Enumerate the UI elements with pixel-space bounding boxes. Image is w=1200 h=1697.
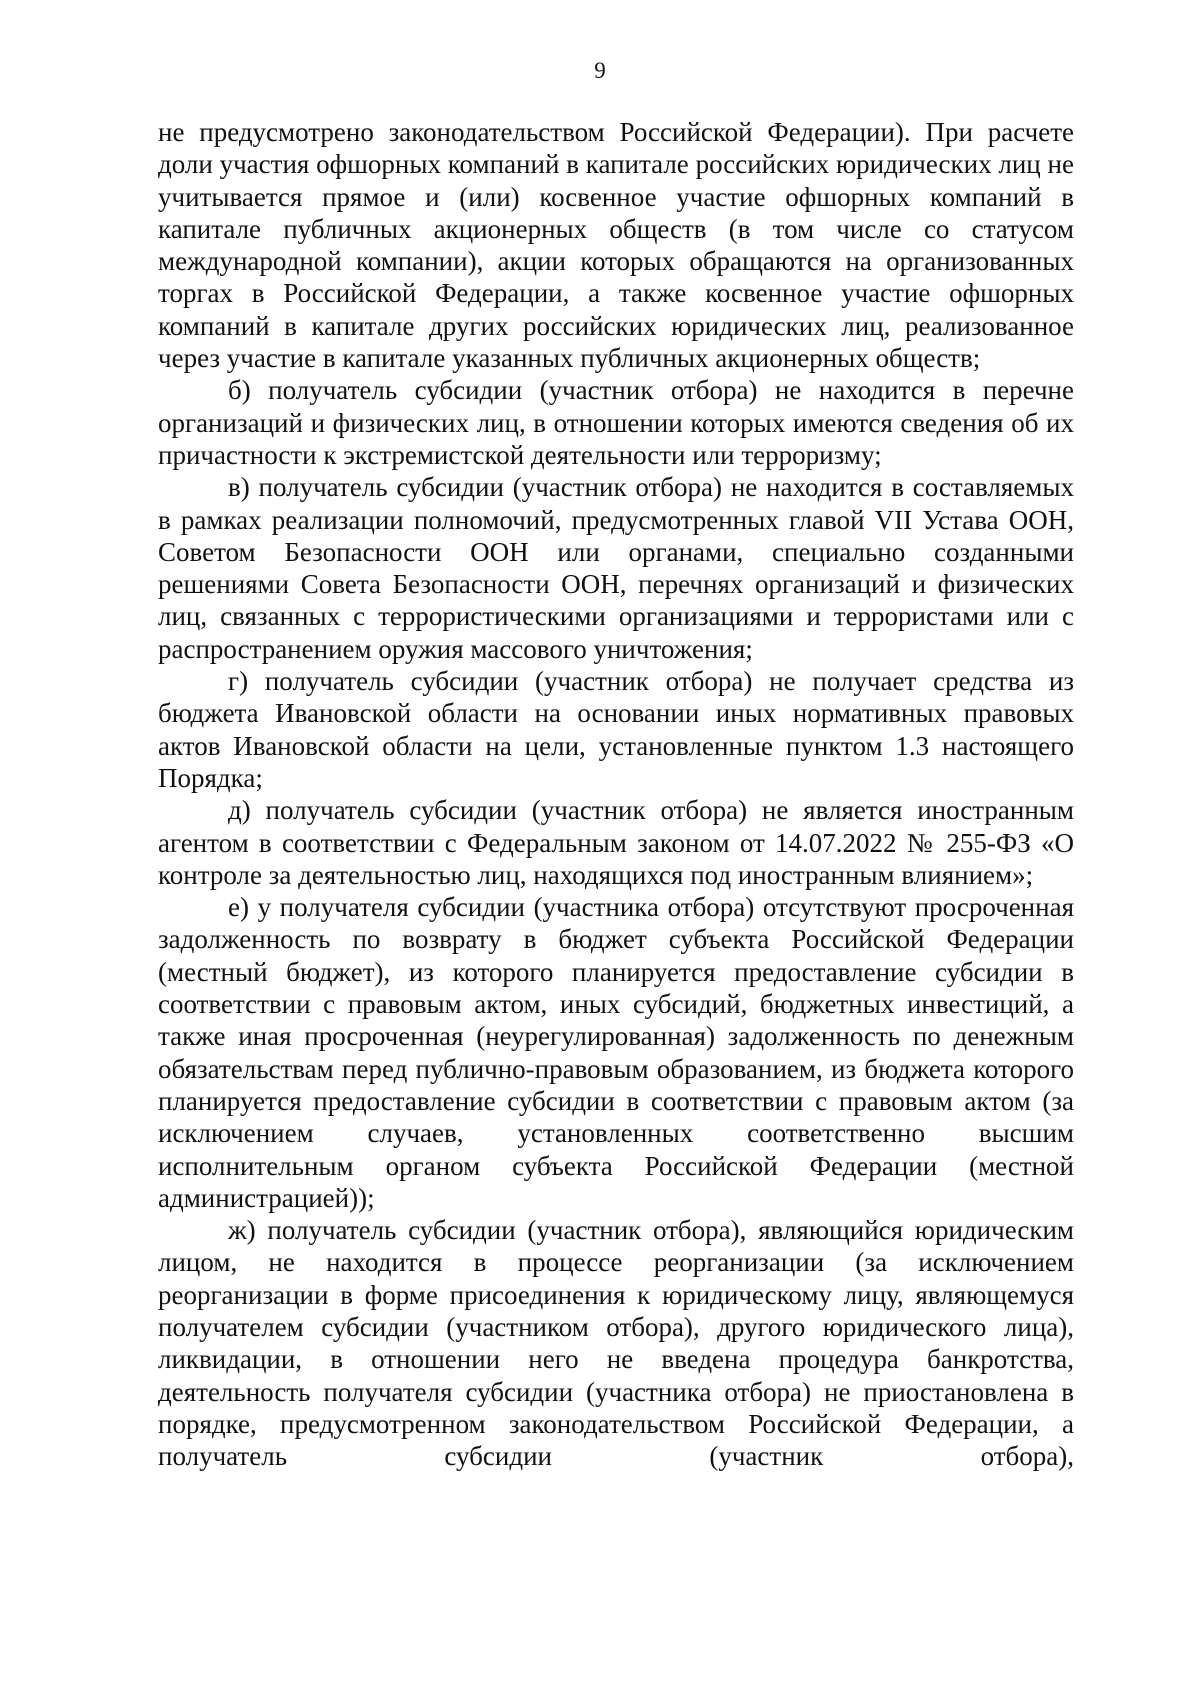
- paragraph-item-d: д) получатель субсидии (участник отбора) не является иностранным агентом в соответствии с Федеральным законом от 14.07.2022 № 255-ФЗ «О контроле за деятельностью лиц, находящихся под иностранным влиянием»;: [158, 795, 1074, 890]
- paragraph-item-zh: ж) получатель субсидии (участник отбора), являющийся юридическим лицом, не находится в процессе реорганизации (за исключением реорганизации в форме присоединения к юридическому лицу, являющемуся получателем субсидии (участником отбора), другого юридического лица), ликвидации, в отношении него не введена процедура банкротства, деятельность получателя субсидии (участника отбора) не приостановлена в порядке, предусмотренном законодательством Российской Федерации, а получатель субсидии (участник отбора),: [158, 1215, 1074, 1472]
- document-body: [158, 116, 1074, 1472]
- paragraph-item-e: е) у получателя субсидии (участника отбора) отсутствуют просроченная задолженность по возврату в бюджет субъекта Российской Федерации (местный бюджет), из которого планируется предоставление субсидии в соответствии с правовым актом, иных субсидий, бюджетных инвестиций, а также иная просроченная (неурегулированная) задолженность по денежным обязательствам перед публично-правовым образованием, из бюджета которого планируется предоставление субсидии в соответствии с правовым актом (за исключением случаев, установленных соответственно высшим исполнительным органом субъекта Российской Федерации (местной администрацией));: [158, 892, 1074, 1213]
- page-number: 9: [594, 58, 606, 83]
- paragraph-item-v: в) получатель субсидии (участник отбора) не находится в составляемых в рамках реализации полномочий, предусмотренных главой VII Устава ООН, Советом Безопасности ООН или органами, специально созданными решениями Совета Безопасности ООН, перечнях организаций и физических лиц, связанных с террористическими организациями и террористами или с распространением оружия массового уничтожения;: [158, 472, 1074, 664]
- paragraph-item-g: г) получатель субсидии (участник отбора) не получает средства из бюджета Ивановской области на основании иных нормативных правовых актов Ивановской области на цели, установленные пунктом 1.3 настоящего Порядка;: [158, 666, 1074, 793]
- paragraph-continuation: не предусмотрено законодательством Российской Федерации). При расчете доли участия офшорных компаний в капитале российских юридических лиц не учитывается прямое и (или) косвенное участие офшорных компаний в капитале публичных акционерных обществ (в том числе со статусом международной компании), акции которых обращаются на организованных торгах в Российской Федерации, а также косвенное участие офшорных компаний в капитале других российских юридических лиц, реализованное через участие в капитале указанных публичных акционерных обществ;: [158, 117, 1074, 374]
- paragraph-item-b: б) получатель субсидии (участник отбора) не находится в перечне организаций и физических лиц, в отношении которых имеются сведения об их причастности к экстремистской деятельности или терроризму;: [158, 375, 1074, 470]
